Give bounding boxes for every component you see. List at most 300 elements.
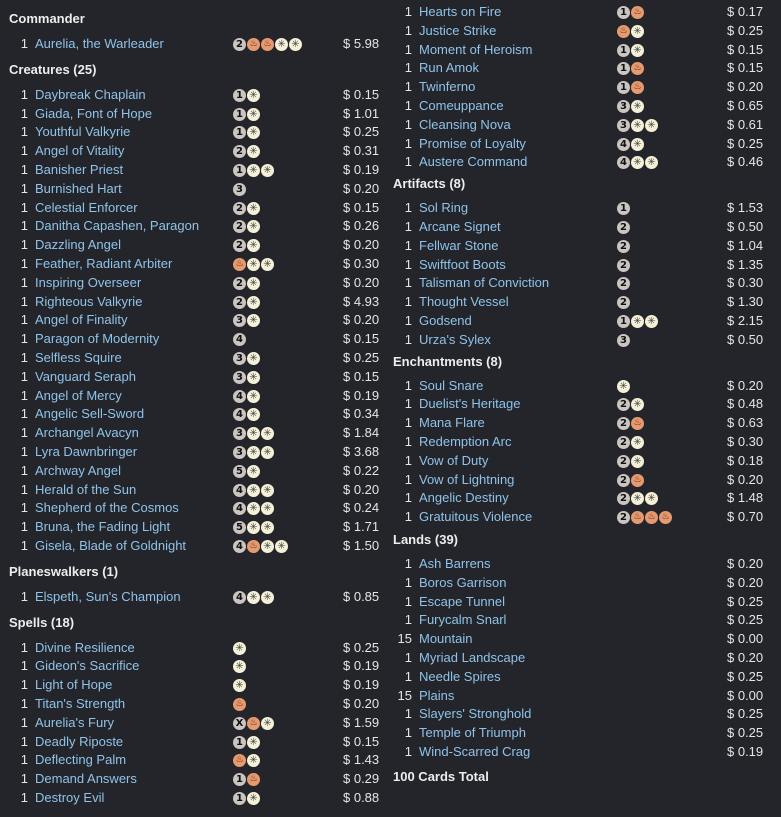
mana-cost [617,296,630,309]
card-price: $ 0.22 [343,462,380,478]
card-price: $ 0.61 [727,116,764,132]
card-name-link[interactable]: Deadly Riposte [35,733,124,749]
card-quantity: 1 [20,443,28,459]
mana-cost [233,446,274,459]
card-name-link[interactable]: Selfless Squire [35,349,122,365]
white-mana-icon: ✳ [247,277,260,290]
card-name-link[interactable]: Promise of Loyalty [419,135,526,151]
white-mana-icon: ✳ [631,44,644,57]
card-quantity: 1 [20,143,28,159]
card-quantity: 1 [20,771,28,787]
card-price: $ 0.48 [727,396,764,412]
card-quantity: 1 [404,135,412,151]
card-price: $ 1.43 [343,752,380,768]
generic-mana-icon: 5 [233,465,246,478]
card-row [384,331,781,350]
card-name-link[interactable]: Danitha Capashen, Paragon [35,218,200,234]
card-quantity: 1 [20,789,28,805]
white-mana-icon: ✳ [247,220,260,233]
card-quantity: 1 [20,752,28,768]
card-quantity: 1 [404,256,412,272]
card-name-link[interactable]: Banisher Priest [35,161,124,177]
card-name-link[interactable]: Herald of the Sun [35,481,137,497]
card-row [0,35,383,54]
white-mana-icon: ✳ [247,126,260,139]
card-name-link[interactable]: Angel of Mercy [35,387,122,403]
card-quantity: 1 [20,406,28,422]
card-row [384,41,781,60]
card-row [384,489,781,508]
white-mana-icon: ✳ [247,239,260,252]
red-mana-icon: ♨ [631,81,644,94]
white-mana-icon: ✳ [261,521,274,534]
card-price: $ 0.25 [343,349,380,365]
card-quantity: 1 [404,743,412,759]
card-name-link[interactable]: Aurelia, the Warleader [35,36,164,51]
card-name-link[interactable]: Vow of Duty [419,452,489,468]
white-mana-icon: ✳ [631,25,644,38]
red-mana-icon: ♨ [617,25,630,38]
card-price: $ 0.20 [727,555,764,571]
section-header-commander: Commander [9,11,85,26]
generic-mana-icon: 3 [617,100,630,113]
card-row [0,443,383,462]
card-name-link[interactable]: Angel of Finality [35,312,128,328]
card-name-link[interactable]: Destroy Evil [35,789,105,805]
card-name-link[interactable]: Duelist's Heritage [419,396,521,412]
red-mana-icon: ♨ [631,62,644,75]
card-quantity: 1 [20,312,28,328]
card-row [0,695,383,714]
card-price: $ 1.04 [727,237,764,253]
card-row [0,405,383,424]
card-name-link[interactable]: Justice Strike [419,22,497,38]
generic-mana-icon: 2 [617,296,630,309]
card-name-link[interactable]: Vow of Lightning [419,471,515,487]
white-mana-icon: ✳ [631,436,644,449]
mana-cost [233,220,260,233]
card-price: $ 0.29 [343,771,380,787]
card-price: $ 0.34 [343,406,380,422]
card-row [384,22,781,41]
generic-mana-icon: 2 [617,492,630,505]
card-quantity: 1 [404,294,412,310]
card-price: $ 0.20 [727,377,764,393]
card-name-link[interactable]: Soul Snare [419,377,484,393]
mana-cost [617,417,644,430]
red-mana-icon: ♨ [631,511,644,524]
card-row [0,199,383,218]
red-mana-icon: ♨ [261,38,274,51]
mana-cost [617,44,644,57]
card-price: $ 1.50 [343,537,380,553]
white-mana-icon: ✳ [631,119,644,132]
card-row [384,705,781,724]
card-price: $ 4.93 [343,293,380,309]
generic-mana-icon: 2 [233,220,246,233]
card-price: $ 0.20 [343,312,380,328]
mana-cost [233,773,260,786]
card-name-link[interactable]: Mountain [419,631,473,647]
card-name-link[interactable]: Angel of Vitality [35,143,125,159]
card-quantity: 1 [20,293,28,309]
card-name-link[interactable]: Righteous Valkyrie [35,293,143,309]
card-quantity: 1 [404,200,412,216]
card-name-link[interactable]: Moment of Heroism [419,41,533,57]
card-price: $ 0.26 [343,218,380,234]
card-name-link[interactable]: Shepherd of the Cosmos [35,500,179,516]
card-name-link[interactable]: Lyra Dawnbringer [35,443,138,459]
mana-cost [617,511,672,524]
card-price: $ 3.68 [343,443,380,459]
card-row [384,3,781,22]
generic-mana-icon: 3 [617,119,630,132]
mana-cost [233,371,260,384]
card-row [0,751,383,770]
white-mana-icon: ✳ [631,138,644,151]
card-name-link[interactable]: Sol Ring [419,200,469,216]
card-price: $ 0.25 [343,639,380,655]
card-quantity: 1 [20,180,28,196]
card-quantity: 1 [404,509,412,525]
card-price: $ 0.25 [727,612,764,628]
card-name-link[interactable]: Inspiring Overseer [35,274,142,290]
card-price: $ 0.15 [343,86,380,102]
card-row [384,668,781,687]
white-mana-icon: ✳ [247,446,260,459]
white-mana-icon: ✳ [261,717,274,730]
mana-cost [233,679,246,692]
card-row [0,274,383,293]
card-row [384,153,781,172]
mana-cost [617,6,644,19]
card-name-link[interactable]: Swiftfoot Boots [419,256,506,272]
card-name-link[interactable]: Gisela, Blade of Goldnight [35,537,187,553]
mana-cost [617,100,644,113]
card-price: $ 0.20 [727,471,764,487]
card-name-link[interactable]: Divine Resilience [35,639,135,655]
card-name-link[interactable]: Youthful Valkyrie [35,124,131,140]
card-name-link[interactable]: Furycalm Snarl [419,612,507,628]
card-name-link[interactable]: Run Amok [419,60,479,76]
card-price: $ 0.18 [727,452,764,468]
card-quantity: 1 [404,331,412,347]
card-price: $ 0.24 [343,500,380,516]
mana-cost [233,717,274,730]
card-name-link[interactable]: Burnished Hart [35,180,122,196]
card-price: $ 0.15 [727,60,764,76]
card-price: $ 0.31 [343,143,380,159]
red-mana-icon: ♨ [247,38,260,51]
generic-mana-icon: 4 [233,333,246,346]
card-name-link[interactable]: Gideon's Sacrifice [35,658,140,674]
card-row [384,199,781,218]
card-name-link[interactable]: Archway Angel [35,462,121,478]
red-mana-icon: ♨ [247,773,260,786]
mana-cost [233,239,260,252]
mana-cost [233,390,260,403]
card-name-link[interactable]: Wind-Scarred Crag [419,743,531,759]
card-quantity: 1 [404,312,412,328]
white-mana-icon: ✳ [247,484,260,497]
card-name-link[interactable]: Gratuitous Violence [419,509,533,525]
card-quantity: 1 [404,593,412,609]
card-name-link[interactable]: Escape Tunnel [419,593,506,609]
card-row [384,312,781,331]
card-quantity: 1 [404,116,412,132]
card-quantity: 1 [20,86,28,102]
red-mana-icon: ♨ [233,754,246,767]
card-name-link[interactable]: Mana Flare [419,415,485,431]
card-quantity: 1 [404,237,412,253]
generic-mana-icon: 4 [233,390,246,403]
white-mana-icon: ✳ [247,465,260,478]
card-quantity: 1 [404,377,412,393]
generic-mana-icon: 2 [233,202,246,215]
card-row [384,649,781,668]
white-mana-icon: ✳ [631,315,644,328]
card-name-link[interactable]: Twinferno [419,79,476,95]
card-row [0,105,383,124]
white-mana-icon: ✳ [261,427,274,440]
white-mana-icon: ✳ [247,792,260,805]
card-row [0,180,383,199]
white-mana-icon: ✳ [645,119,658,132]
card-name-link[interactable]: Elspeth, Sun's Champion [35,588,181,604]
white-mana-icon: ✳ [261,258,274,271]
card-name-link[interactable]: Bruna, the Fading Light [35,519,171,535]
card-quantity: 1 [404,97,412,113]
generic-mana-icon: 2 [617,240,630,253]
card-quantity: 1 [404,452,412,468]
mana-cost [233,183,246,196]
card-name-link[interactable]: Thought Vessel [419,294,509,310]
card-name-link[interactable]: Ash Barrens [419,555,491,571]
card-name-link[interactable]: Dazzling Angel [35,237,121,253]
mana-cost [233,258,274,271]
card-name-link[interactable]: Hearts on Fire [419,4,502,19]
generic-mana-icon: 1 [233,108,246,121]
generic-mana-icon: 2 [617,277,630,290]
card-price: $ 1.71 [343,519,380,535]
white-mana-icon: ✳ [261,164,274,177]
card-name-link[interactable]: Demand Answers [35,771,137,787]
white-mana-icon: ✳ [247,502,260,515]
card-name-link[interactable]: Deflecting Palm [35,752,127,768]
card-quantity: 15 [397,687,412,703]
card-row [384,377,781,396]
red-mana-icon: ♨ [631,417,644,430]
generic-mana-icon: 2 [617,398,630,411]
card-name-link[interactable]: Boros Garrison [419,574,507,590]
mana-cost [233,352,260,365]
mana-cost [233,108,260,121]
mana-cost [233,484,274,497]
card-price: $ 0.15 [343,368,380,384]
card-quantity: 1 [20,105,28,121]
white-mana-icon: ✳ [233,642,246,655]
card-row [384,555,781,574]
card-price: $ 1.35 [727,256,764,272]
generic-mana-icon: 3 [233,371,246,384]
generic-mana-icon: 1 [617,6,630,19]
card-quantity: 1 [20,537,28,553]
card-name-link[interactable]: Myriad Landscape [419,649,526,665]
generic-mana-icon: 3 [617,334,630,347]
white-mana-icon: ✳ [261,502,274,515]
card-row [0,142,383,161]
card-quantity: 1 [404,725,412,741]
card-quantity: 1 [20,695,28,711]
generic-mana-icon: 1 [617,202,630,215]
generic-mana-icon: 2 [617,417,630,430]
card-price: $ 0.25 [727,22,764,38]
white-mana-icon: ✳ [247,408,260,421]
card-name-link[interactable]: Comeuppance [419,97,504,113]
card-quantity: 1 [20,199,28,215]
card-price: $ 0.25 [727,668,764,684]
card-row [0,676,383,695]
section-header-creatures: Creatures (25) [9,61,97,77]
card-price: $ 0.15 [343,199,380,215]
card-row [0,537,383,556]
card-name-link[interactable]: Redemption Arc [419,433,512,449]
mana-cost [233,660,246,673]
card-price: $ 0.00 [727,687,764,703]
card-name-link[interactable]: Urza's Sylex [419,331,491,347]
mana-cost [233,164,274,177]
card-row [384,116,781,135]
white-mana-icon: ✳ [247,754,260,767]
mana-cost [617,277,630,290]
mana-cost [617,398,644,411]
card-price: $ 0.50 [727,331,764,347]
card-name-link[interactable]: Temple of Triumph [419,725,526,741]
card-name-link[interactable]: Needle Spires [419,668,501,684]
mana-cost [617,138,644,151]
mana-cost [233,465,260,478]
card-name-link[interactable]: Slayers' Stronghold [419,706,532,722]
card-name-link[interactable]: Talisman of Conviction [419,275,550,291]
card-name-link[interactable]: Vanguard Seraph [35,368,136,384]
red-mana-icon: ♨ [247,540,260,553]
mana-cost [233,427,274,440]
card-name-link[interactable]: Giada, Font of Hope [35,105,153,121]
card-name-link[interactable]: Daybreak Chaplain [35,86,146,102]
card-quantity: 1 [20,331,28,347]
white-mana-icon: ✳ [261,446,274,459]
red-mana-icon: ♨ [233,258,246,271]
mana-cost [617,202,630,215]
card-name-link[interactable]: Light of Hope [35,677,113,693]
card-quantity: 1 [20,237,28,253]
card-quantity: 1 [20,677,28,693]
card-name-link[interactable]: Paragon of Modernity [35,331,160,347]
generic-mana-icon: 2 [233,277,246,290]
white-mana-icon: ✳ [631,398,644,411]
card-price: $ 0.46 [727,154,764,170]
card-row [384,218,781,237]
mana-cost [233,333,246,346]
card-quantity: 1 [404,60,412,76]
card-price: $ 0.25 [727,135,764,151]
mana-cost [617,25,644,38]
card-name-link[interactable]: Angelic Sell-Sword [35,406,145,422]
card-row [0,217,383,236]
card-name-link[interactable]: Archangel Avacyn [35,425,139,441]
card-row [384,687,781,706]
white-mana-icon: ✳ [261,540,274,553]
card-name-link[interactable]: Aurelia's Fury [35,714,115,730]
mana-cost [233,126,260,139]
generic-mana-icon: 3 [233,314,246,327]
card-quantity: 1 [20,500,28,516]
mana-cost [617,334,630,347]
card-price: $ 0.15 [727,41,764,57]
card-price: $ 1.84 [343,425,380,441]
generic-mana-icon: 3 [233,183,246,196]
card-price: $ 0.17 [727,4,764,19]
card-row [384,593,781,612]
card-name-link[interactable]: Austere Command [419,154,528,170]
card-quantity: 1 [20,255,28,271]
red-mana-icon: ♨ [645,511,658,524]
section-header-spells: Spells (18) [9,614,75,630]
generic-mana-icon: 2 [233,38,246,51]
generic-mana-icon: 2 [617,455,630,468]
card-row [0,424,383,443]
white-mana-icon: ✳ [247,145,260,158]
white-mana-icon: ✳ [631,492,644,505]
card-price: $ 0.20 [343,695,380,711]
card-quantity: 1 [20,349,28,365]
card-price: $ 0.70 [727,509,764,525]
card-row [384,256,781,275]
card-name-link[interactable]: Arcane Signet [419,218,501,234]
card-quantity: 1 [20,519,28,535]
card-name-link[interactable]: Feather, Radiant Arbiter [35,255,173,271]
red-mana-icon: ♨ [247,717,260,730]
card-quantity: 1 [404,490,412,506]
generic-mana-icon: 2 [617,511,630,524]
card-name-link[interactable]: Cleansing Nova [419,116,511,132]
generic-mana-icon: 1 [233,736,246,749]
card-quantity: 1 [404,4,412,19]
card-name-link[interactable]: Godsend [419,312,472,328]
card-price: $ 0.30 [727,275,764,291]
white-mana-icon: ✳ [275,540,288,553]
card-name-link[interactable]: Celestial Enforcer [35,199,138,215]
card-row [0,770,383,789]
generic-mana-icon: 3 [233,446,246,459]
card-row [0,255,383,274]
card-name-link[interactable]: Titan's Strength [35,695,126,711]
generic-mana-icon: 4 [233,591,246,604]
card-quantity: 1 [20,639,28,655]
card-price: $ 0.20 [343,481,380,497]
card-name-link[interactable]: Plains [419,687,455,703]
card-name-link[interactable]: Fellwar Stone [419,237,499,253]
white-mana-icon: ✳ [247,736,260,749]
card-price: $ 0.20 [343,180,380,196]
card-quantity: 1 [20,36,28,51]
decklist-left-column [0,0,383,808]
mana-cost [617,259,630,272]
card-row [0,368,383,387]
white-mana-icon: ✳ [247,352,260,365]
card-row [384,78,781,97]
card-name-link[interactable]: Angelic Destiny [419,490,509,506]
